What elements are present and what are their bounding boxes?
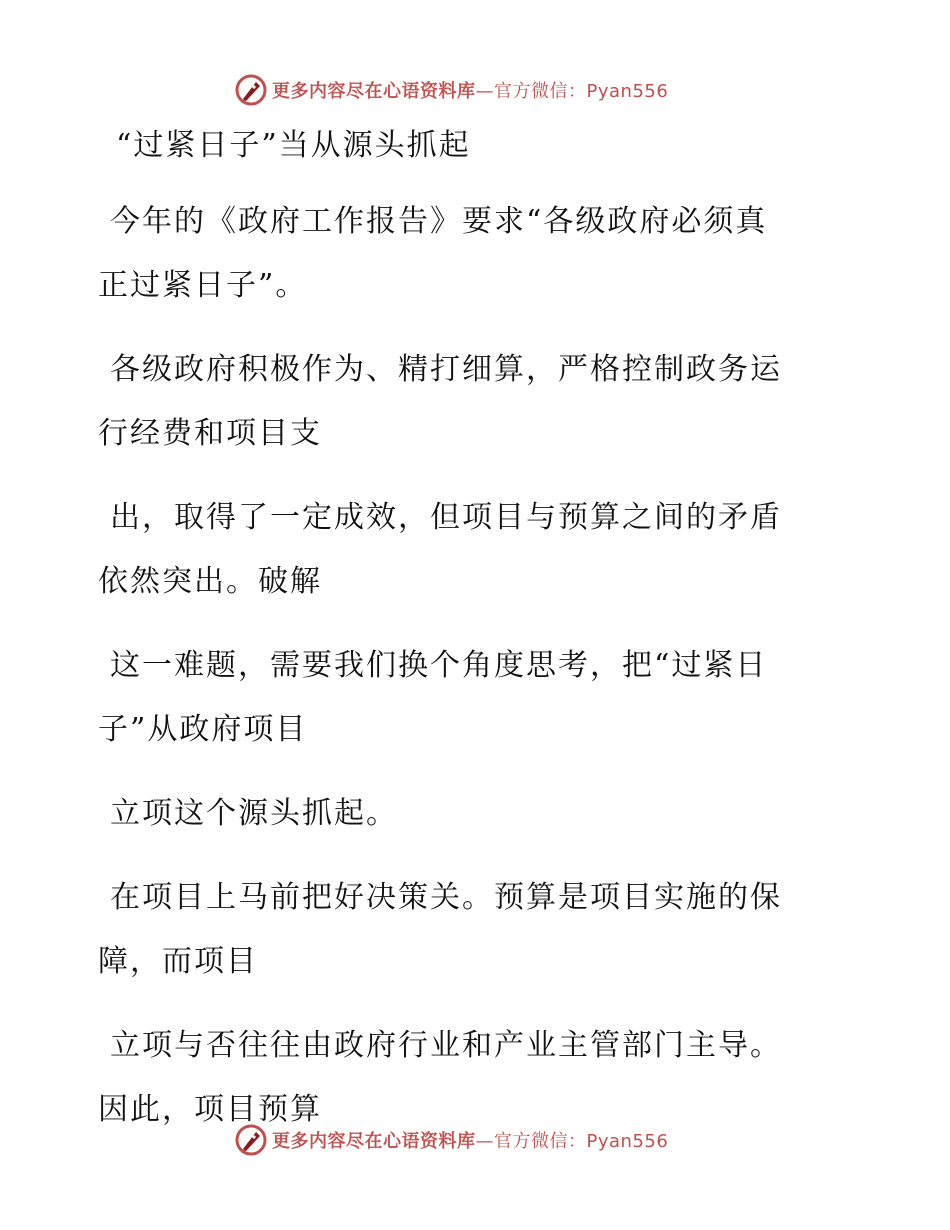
footer-banner-rest: —官方微信：Pyan556 — [475, 1131, 669, 1152]
paragraph-line: 依然突出。破解 — [98, 564, 322, 599]
paragraph-line: 立项与否往往由政府行业和产业主管部门主导。 — [110, 1028, 782, 1063]
paragraph-line: 在项目上马前把好决策关。预算是项目实施的保 — [110, 880, 782, 915]
footer-banner-text — [272, 1127, 668, 1153]
paragraph-5 — [98, 782, 838, 846]
paragraph-line: 各级政府积极作为、精打细算，严格控制政务运 — [110, 352, 782, 387]
header-banner-text — [272, 77, 668, 103]
paragraph-line: 行经费和项目支 — [98, 416, 322, 451]
pen-nib-logo-icon — [234, 73, 268, 107]
paragraph-line: 立项这个源头抓起。 — [110, 796, 398, 831]
paragraph-line: 因此，项目预算 — [98, 1092, 322, 1127]
paragraph-2 — [98, 338, 838, 466]
paragraph-line: 出，取得了一定成效，但项目与预算之间的矛盾 — [110, 500, 782, 535]
pen-nib-logo-icon — [234, 1123, 268, 1157]
paragraph-1 — [98, 190, 838, 318]
paragraph-line: 正过紧日子”。 — [98, 268, 308, 303]
footer-watermark-banner — [234, 1122, 714, 1158]
paragraph-line: 障，而项目 — [98, 944, 258, 979]
paragraph-line: 子”从政府项目 — [98, 712, 308, 747]
header-banner-lead: 更多内容尽在心语资料库 — [272, 81, 476, 102]
paragraph-line: 这一难题，需要我们换个角度思考，把“过紧日 — [110, 648, 768, 683]
paragraph-6 — [98, 866, 838, 994]
footer-banner-lead: 更多内容尽在心语资料库 — [272, 1131, 476, 1152]
paragraph-4 — [98, 634, 838, 762]
paragraph-line: 今年的《政府工作报告》要求“各级政府必须真 — [110, 204, 768, 239]
document-title: “过紧日子”当从源头抓起 — [116, 128, 471, 163]
paragraph-3 — [98, 486, 838, 614]
header-watermark-banner — [234, 72, 714, 108]
header-banner-rest: —官方微信：Pyan556 — [475, 81, 669, 102]
document-body — [98, 122, 838, 1142]
